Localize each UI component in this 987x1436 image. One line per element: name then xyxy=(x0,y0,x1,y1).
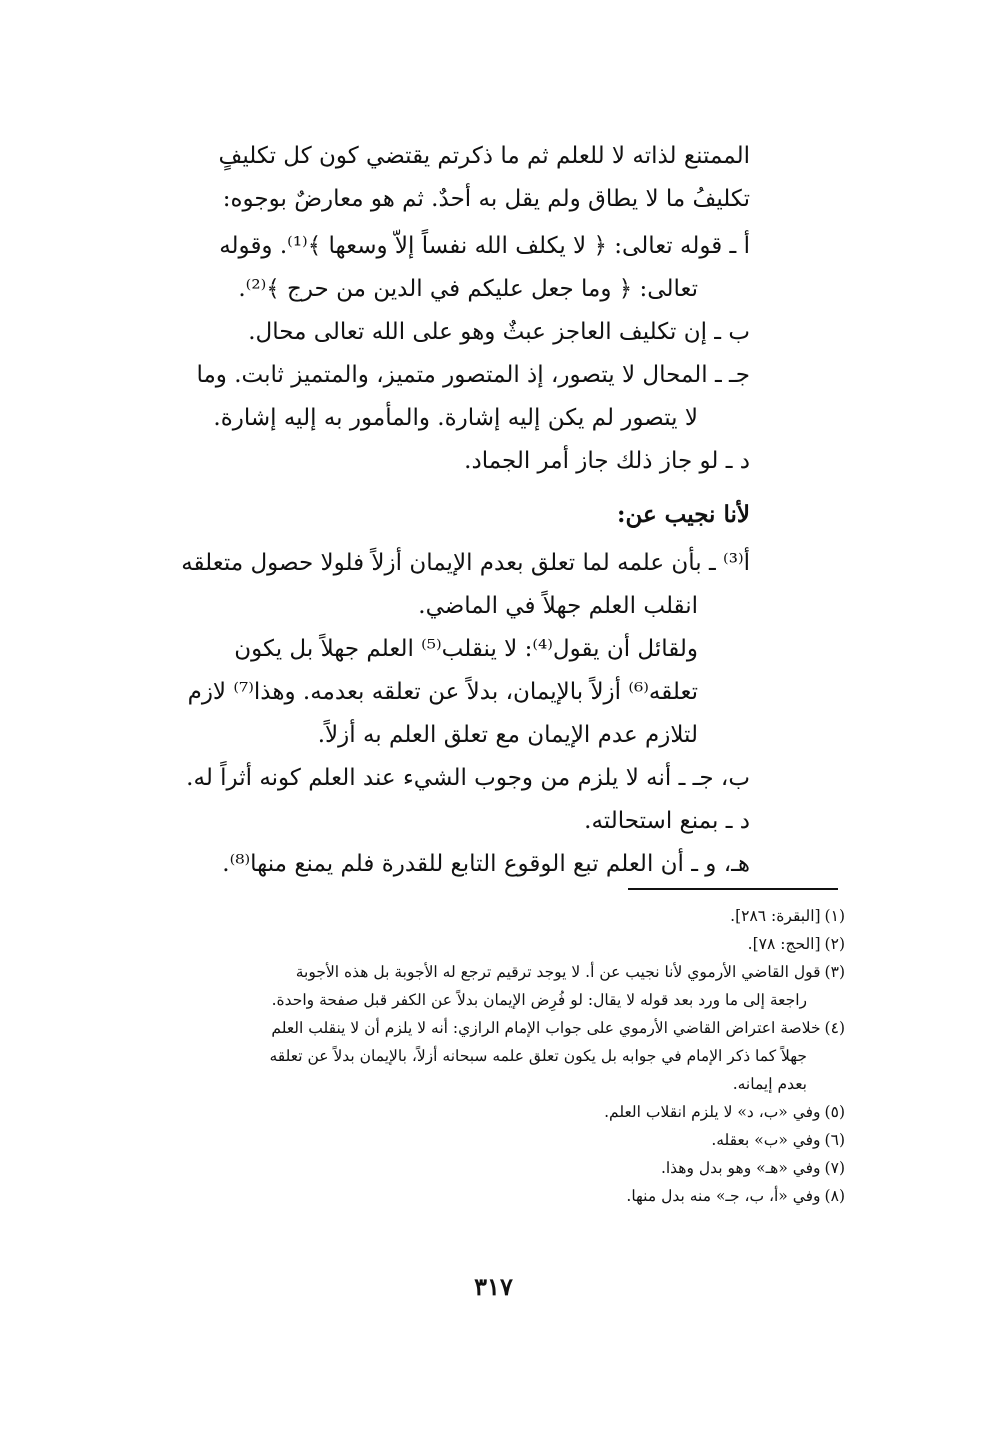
footnote-number: (٨) xyxy=(824,1187,845,1205)
footnote-text: [البقرة: ٢٨٦]. xyxy=(730,907,821,925)
footnote-number: (٦) xyxy=(824,1131,845,1149)
objection-a-line-2: تعالى: ﴿ وما جعل عليكم في الدين من حرج ﴾⁽²⁾. xyxy=(238,276,698,302)
footnote-6 xyxy=(155,1126,845,1154)
footnote-2 xyxy=(155,930,845,958)
footnote-number: (٥) xyxy=(824,1103,845,1121)
footnote-1 xyxy=(155,902,845,930)
footnote-separator xyxy=(628,888,838,890)
qaail-line-3: لتلازم عدم الإيمان مع تعلق العلم به أزلاً. xyxy=(317,722,698,748)
footnote-number: (١) xyxy=(824,907,845,925)
footnote-7 xyxy=(155,1154,845,1182)
footnote-5 xyxy=(155,1098,845,1126)
answer-a-line-2: انقلب العلم جهلاً في الماضي. xyxy=(418,593,698,619)
objection-b: ب ـ إن تكليف العاجز عبثٌ وهو على الله تعالى محال. xyxy=(248,319,750,345)
objection-j-line-1: جـ ـ المحال لا يتصور، إذ المتصور متميز، والمتميز ثابت. وما xyxy=(196,362,750,388)
footnote-text: وفي «هـ» وهو بدل وهذا. xyxy=(660,1159,821,1177)
answer-hw: هـ، و ـ أن العلم تبع الوقوع التابع للقدرة فلم يمنع منها⁽⁸⁾. xyxy=(222,851,750,877)
qaail-line-1: ولقائل أن يقول⁽⁴⁾: لا ينقلب⁽⁵⁾ العلم جهلاً بل يكون xyxy=(234,636,698,662)
intro-line-2: تكليفُ ما لا يطاق ولم يقل به أحدٌ. ثم هو معارضٌ بوجوه: xyxy=(222,186,750,212)
main-text xyxy=(155,135,750,886)
footnote-text: وفي «أ، ب، جـ» منه بدل منها. xyxy=(626,1187,821,1205)
footnote-number: (٧) xyxy=(824,1159,845,1177)
footnote-number: (٣) xyxy=(824,963,845,981)
qaail-line-2: تعلقه⁽⁶⁾ أزلاً بالإيمان، بدلاً عن تعلقه بعدمه. وهذا⁽⁷⁾ لازم xyxy=(187,679,698,705)
footnote-number: (٢) xyxy=(824,935,845,953)
intro-line-1: الممتنع لذاته لا للعلم ثم ما ذكرتم يقتضي كون كل تكليفٍ xyxy=(218,143,750,169)
footnote-text: قول القاضي الأرموي لأنا نجيب عن أ. لا يوجد ترقيم ترجع له الأجوبة بل هذه الأجوبة xyxy=(295,963,821,981)
footnote-text: خلاصة اعتراض القاضي الأرموي على جواب الإمام الرازي: أنه لا يلزم أن لا ينقلب العلم xyxy=(271,1019,821,1037)
page-number: ٣١٧ xyxy=(474,1272,513,1301)
footnote-text: [الحج: ٧٨]. xyxy=(747,935,821,953)
objection-a-line-1: أ ـ قوله تعالى: ﴿ لا يكلف الله نفساً إلاّ وسعها ﴾⁽¹⁾. وقوله xyxy=(219,233,750,259)
footnote-8 xyxy=(155,1182,845,1210)
answer-d: د ـ بمنع استحالته. xyxy=(584,808,750,834)
answers-heading: لأنا نجيب عن: xyxy=(616,501,750,528)
footnote-text-continued: جهلاً كما ذكر الإمام في جوابه بل يكون تعلق علمه سبحانه أزلاً، بالإيمان بدلاً عن تعلقه xyxy=(269,1047,807,1065)
footnote-text: وفي «ب» بعقله. xyxy=(711,1131,821,1149)
footnote-3 xyxy=(155,958,845,1014)
footnote-text: وفي «ب، د» لا يلزم انقلاب العلم. xyxy=(604,1103,821,1121)
answer-a-line-1: أ⁽³⁾ ـ بأن علمه لما تعلق بعدم الإيمان أزلاً فلولا حصول متعلقه xyxy=(181,550,750,576)
footnote-text-continued: راجعة إلى ما ورد بعد قوله لا يقال: لو فُرِض الإيمان بدلاً عن الكفر قبل صفحة واحدة. xyxy=(271,991,807,1009)
objection-d: د ـ لو جاز ذلك جاز أمر الجماد. xyxy=(464,448,750,474)
footnote-text-continued: بعدم إيمانه. xyxy=(732,1075,807,1093)
footnote-4 xyxy=(155,1014,845,1098)
answer-bj: ب، جـ ـ أنه لا يلزم من وجوب الشيء عند العلم كونه أثراً له. xyxy=(186,765,750,791)
footnotes xyxy=(155,902,845,1210)
footnote-number: (٤) xyxy=(824,1019,845,1037)
objection-j-line-2: لا يتصور لم يكن إليه إشارة. والمأمور به إليه إشارة. xyxy=(213,405,698,431)
